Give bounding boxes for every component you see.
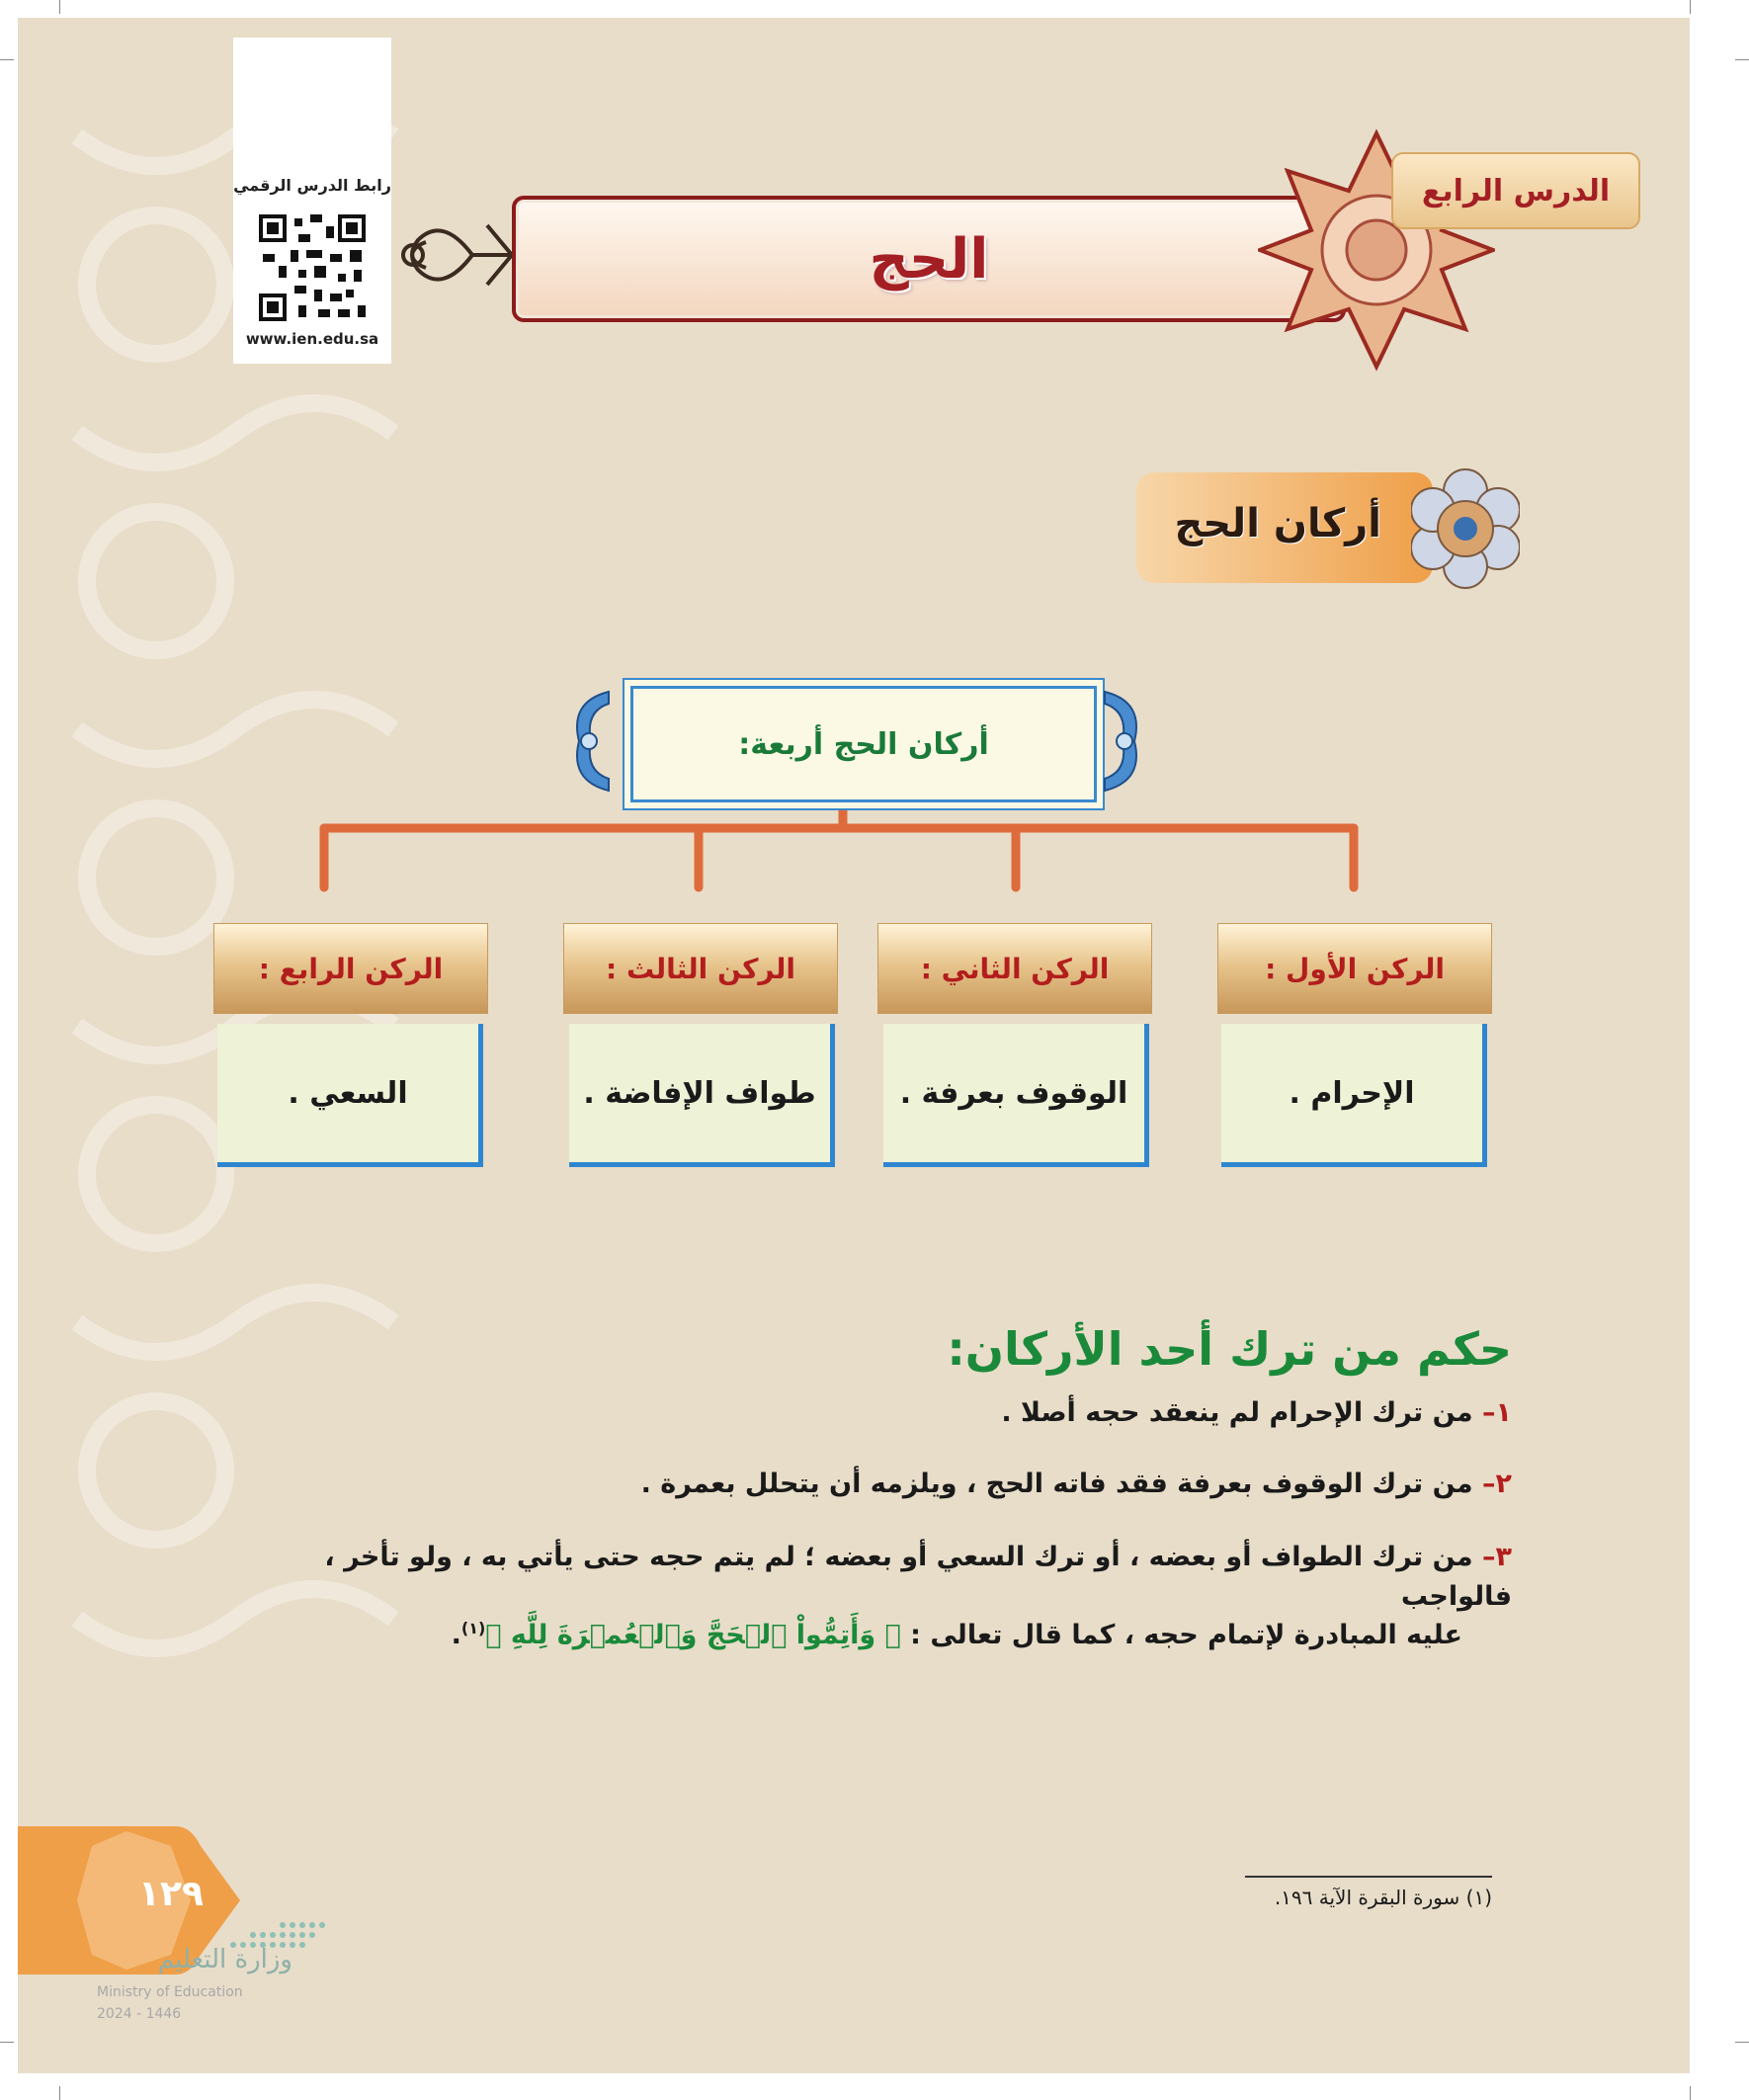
footnote: (١) سورة البقرة الآية ١٩٦. (1274, 1886, 1492, 1909)
ruling-item-3 (227, 1538, 1512, 1617)
pillar-4-value: السعي . (217, 1024, 483, 1167)
section-title: أركان الحج (1174, 501, 1381, 546)
footnote-divider (1245, 1876, 1492, 1878)
qr-label: رابط الدرس الرقمي (233, 176, 391, 195)
verse-footnote-ref: (١) (460, 1619, 486, 1638)
root-right-ornament-icon (1099, 682, 1154, 800)
lesson-tag: الدرس الرابع (1391, 152, 1640, 229)
crop-mark (0, 59, 14, 60)
root-label: أركان الحج أربعة: (738, 726, 989, 762)
crop-mark (59, 0, 60, 14)
crop-mark (1690, 2086, 1691, 2100)
crop-mark (1735, 59, 1749, 60)
ruling-item-2-text: من ترك الوقوف بعرفة فقد فاته الحج ، ويلزمه أن يتحلل بعمرة . (640, 1469, 1473, 1499)
root-left-ornament-icon (559, 682, 615, 800)
edition-year: 2024 - 1446 (97, 2006, 182, 2022)
crop-mark (1690, 0, 1691, 14)
pillar-4-header: الركن الرابع : (213, 923, 488, 1014)
textbook-page (18, 18, 1690, 2073)
pillar-1-header: الركن الأول : (1217, 923, 1492, 1014)
crop-mark (59, 2086, 60, 2100)
ministry-name-ar: وزارة التعليم (157, 1945, 292, 1974)
ruling-heading: حكم من ترك أحد الأركان: (947, 1322, 1512, 1376)
qr-url[interactable]: www.ien.edu.sa (245, 330, 379, 348)
continuation-text: عليه المبادرة لإتمام حجه ، كما قال تعالى : (910, 1620, 1462, 1650)
tree-connectors (18, 18, 1690, 966)
sentence-end: . (451, 1620, 461, 1650)
ruling-item-2 (227, 1465, 1512, 1504)
pillar-2-value: الوقوف بعرفة . (883, 1024, 1149, 1167)
ruling-item-3-number: ٣– (1482, 1542, 1512, 1572)
ruling-item-1-text: من ترك الإحرام لم ينعقد حجه أصلا . (1001, 1397, 1473, 1428)
crop-mark (1735, 2042, 1749, 2043)
ruling-item-3-text: من ترك الطواف أو بعضه ، أو ترك السعي أو بعضه ؛ لم يتم حجه حتى يأتي به ، ولو تأخر ، فالواجب (324, 1542, 1512, 1612)
root-node (630, 686, 1097, 802)
page-number: ١٢٩ (138, 1874, 204, 1914)
pillar-1-value: الإحرام . (1221, 1024, 1487, 1167)
ruling-item-1-number: ١– (1482, 1397, 1512, 1428)
crop-mark (0, 2042, 14, 2043)
ruling-item-1 (227, 1393, 1512, 1433)
quran-verse: ﴿ وَأَتِمُّواْ ٱلۡحَجَّ وَٱلۡعُمۡرَةَ لِلَّهِ ﴾ (485, 1620, 901, 1650)
pillar-3-header: الركن الثالث : (563, 923, 838, 1014)
ruling-item-3-continuation (277, 1609, 1462, 1655)
pillar-2-header: الركن الثاني : (877, 923, 1152, 1014)
pillar-3-value: طواف الإفاضة . (569, 1024, 835, 1167)
ministry-name-en: Ministry of Education (97, 1984, 243, 2000)
ruling-item-2-number: ٢– (1482, 1469, 1512, 1499)
page-title: الحج (869, 226, 989, 292)
